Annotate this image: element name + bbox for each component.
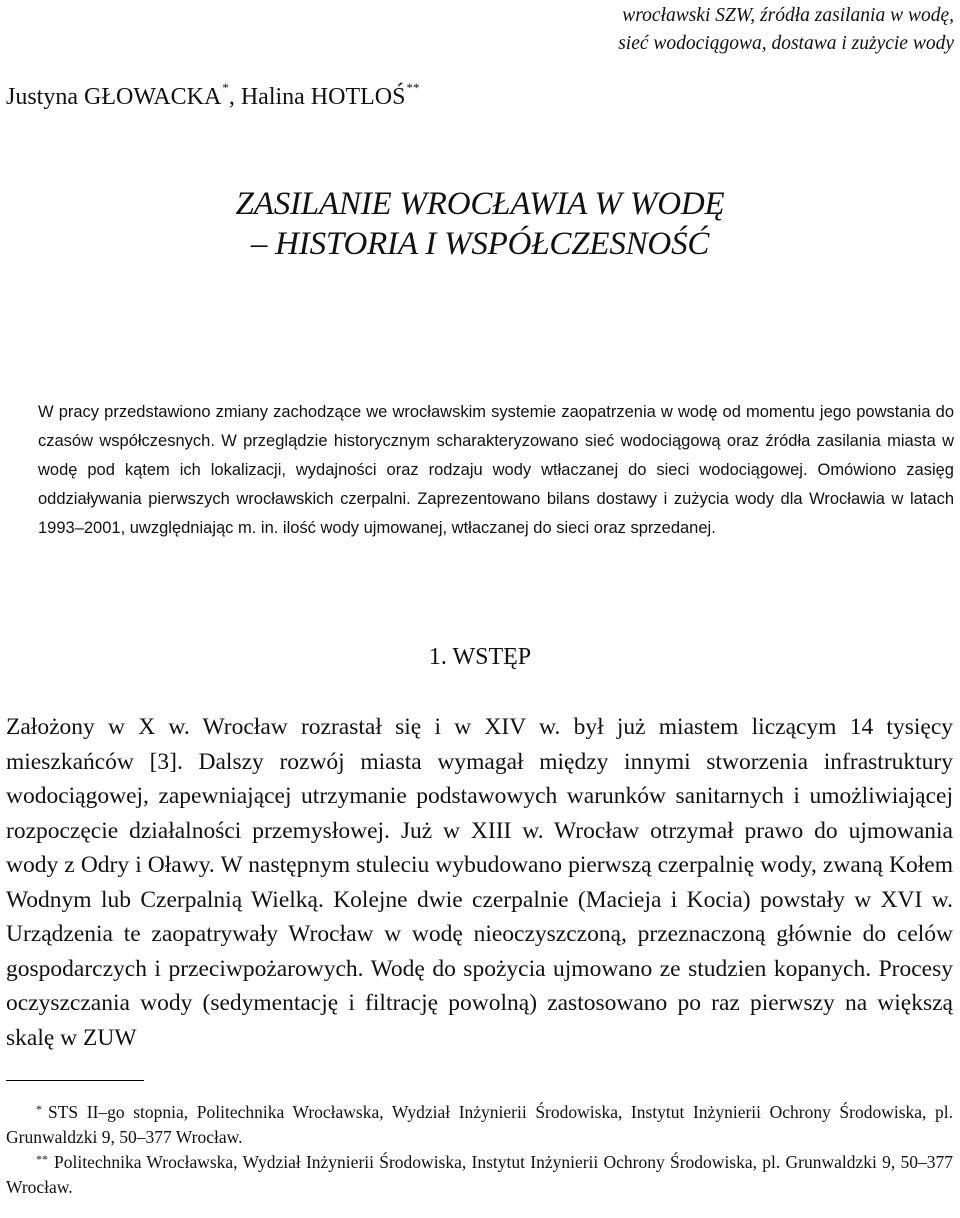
author-separator: ,: [228, 84, 241, 110]
body-paragraph: Założony w X w. Wrocław rozrastał się i w XIV w. był już miastem liczącym 14 tysięcy mieszkańców [3]. Dalszy rozwój miasta wymagał między innymi stworzenia infrastruktury wodociągowej, zapewniającej utrzymanie podstawowych warunków sanitarnych i umożliwiającej rozpoczęcie działalności przemysłowej. Już w XIII w. Wrocław otrzymał prawo do ujmowania wody z Odry i Oławy. W następnym stuleciu wybudowano pierwszą czerpalnię wody, zwaną Kołem Wodnym lub Czerpalnią Wielką. Kolejne dwie czerpalnie (Macieja i Kocia) powstały w XVI w. Urządzenia te zaopatrywały Wrocław w wodę nieoczyszczoną, przeznaczoną głównie do celów gospodarczych i przeciwpożarowych. Wodę do spożycia ujmowano ze studzien kopanych. Procesy oczyszczania wody (sedymentację i filtrację powolną) zastosowano po raz pierwszy na większą skalę w ZUW: [6, 714, 953, 1051]
author-2: Halina HOTLOŚ: [240, 84, 406, 110]
footnote-divider: [6, 1080, 144, 1081]
author-1: Justyna GŁOWACKA: [6, 84, 222, 110]
section-heading: 1. WSTĘP: [428, 644, 532, 670]
footnote-1: [6, 1100, 953, 1150]
footnote-2-mark: **: [36, 1152, 48, 1166]
footnotes: [6, 1100, 953, 1200]
paper-title: [0, 184, 960, 264]
authors: [6, 80, 420, 111]
author-2-footnote-mark: **: [406, 80, 420, 95]
footnote-1-mark: *: [36, 1102, 42, 1116]
title-line-1: ZASILANIE WROCŁAWIA W WODĘ: [235, 186, 725, 222]
keywords-line-1: wrocławski SZW, źródła zasilania w wodę,: [622, 5, 954, 26]
keywords: [534, 2, 954, 58]
footnote-1-text: STS II–go stopnia, Politechnika Wrocławska, Wydział Inżynierii Środowiska, Instytut Inżynierii Ochrony Środowiska, pl. Grunwaldzki 9, 50–377 Wrocław.: [6, 1102, 953, 1147]
footnote-2-text: Politechnika Wrocławska, Wydział Inżynierii Środowiska, Instytut Inżynierii Ochrony Środowiska, pl. Grunwaldzki 9, 50–377 Wrocław.: [6, 1152, 953, 1197]
footnote-2: [6, 1150, 953, 1200]
abstract: W pracy przedstawiono zmiany zachodzące we wrocławskim systemie zaopatrzenia w wodę od momentu jego powstania do czasów współczesnych. W przeglądzie historycznym scharakteryzowano sieć wodociągową oraz źródła zasilania miasta w wodę pod kątem ich lokalizacji, wydajności oraz rodzaju wody wtłaczanej do sieci wodociągowej. Omówiono zasięg oddziaływania pierwszych wrocławskich czerpalni. Zaprezentowano bilans dostawy i zużycia wody dla Wrocławia w latach 1993–2001, uwzględniając m. in. ilość wody ujmowanej, wtłaczanej do sieci oraz sprzedanej.: [38, 403, 954, 537]
author-1-footnote-mark: *: [222, 80, 229, 95]
keywords-line-2: sieć wodociągowa, dostawa i zużycie wody: [618, 33, 954, 54]
title-line-2: – HISTORIA I WSPÓŁCZESNOŚĆ: [250, 226, 710, 262]
